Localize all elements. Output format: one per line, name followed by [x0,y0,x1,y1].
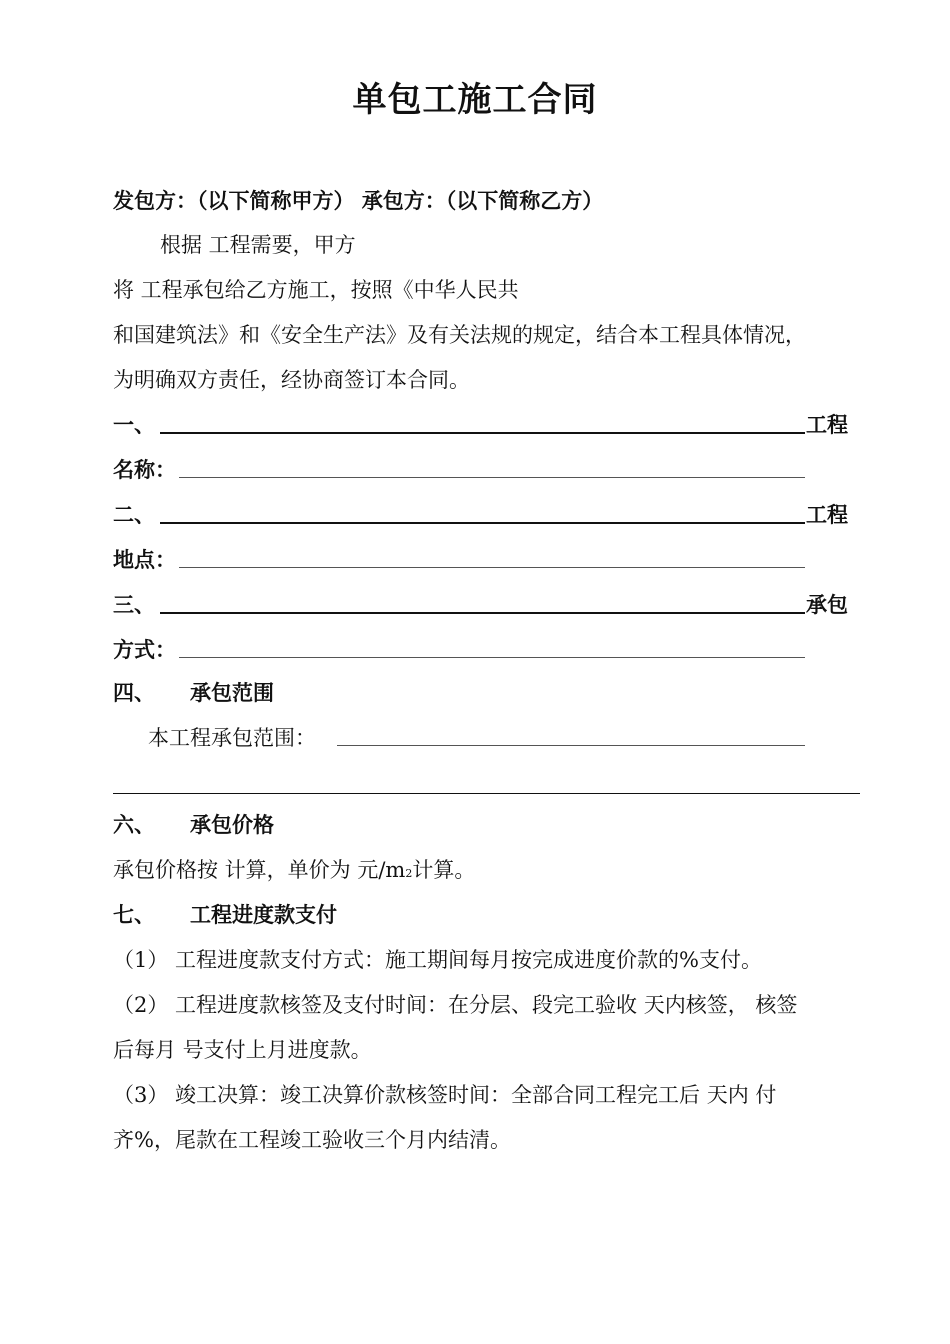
payment-item-1: （1） 工程进度款支付方式：施工期间每月按完成进度价款的%支付。 [113,948,762,972]
project-location-label: 地点： [113,548,176,572]
intro-line-1: 根据 工程需要，甲方 [160,233,356,257]
price-text-end: 计算。 [412,858,476,882]
payment-item-3-line-2: 齐%，尾款在工程竣工验收三个月内结清。 [113,1128,511,1152]
section-1-tail: 工程 [806,413,848,437]
section-7-number: 七、 [113,903,155,927]
section-2-blank-line [160,522,805,524]
section-1-number: 一、 [113,413,155,437]
section-3-number: 三、 [113,593,155,617]
price-text-main: 承包价格按 计算，单价为 元/m [113,858,406,882]
section-7-title: 工程进度款支付 [190,903,337,927]
intro-line-3: 和国建筑法》和《安全生产法》及有关法规的规定，结合本工程具体情况， [113,323,806,347]
intro-line-2: 将 工程承包给乙方施工，按照《中华人民共 [113,278,519,302]
parties-line: 发包方：（以下简称甲方） 承包方：（以下简称乙方） [113,189,604,213]
section-1-blank-line [160,432,805,434]
project-name-label: 名称： [113,458,176,482]
document-title: 单包工施工合同 [352,80,598,120]
payment-item-2-line-1: （2） 工程进度款核签及支付时间：在分层、段完工验收 天内核签， 核签 [113,993,798,1017]
section-3-blank-line [160,612,805,614]
scope-field[interactable] [337,745,805,746]
contract-method-field[interactable] [179,657,805,658]
section-3-tail: 承包 [806,593,848,617]
scope-continuation-line [113,793,860,794]
section-4-number: 四、 [113,681,155,705]
contract-method-label: 方式： [113,638,176,662]
payment-item-3-line-1: （3） 竣工决算：竣工决算价款核签时间：全部合同工程完工后 天内 付 [113,1083,777,1107]
section-6-title: 承包价格 [190,813,274,837]
project-name-field[interactable] [179,477,805,478]
payment-item-2-line-2: 后每月 号支付上月进度款。 [113,1038,372,1062]
scope-label: 本工程承包范围： [148,726,316,750]
section-4-title: 承包范围 [190,681,274,705]
section-6-number: 六、 [113,813,155,837]
intro-line-4: 为明确双方责任，经协商签订本合同。 [113,368,470,392]
section-2-tail: 工程 [806,503,848,527]
price-text [113,855,475,889]
section-2-number: 二、 [113,503,155,527]
square-meter-superscript: 2 [405,867,413,880]
project-location-field[interactable] [179,567,805,568]
